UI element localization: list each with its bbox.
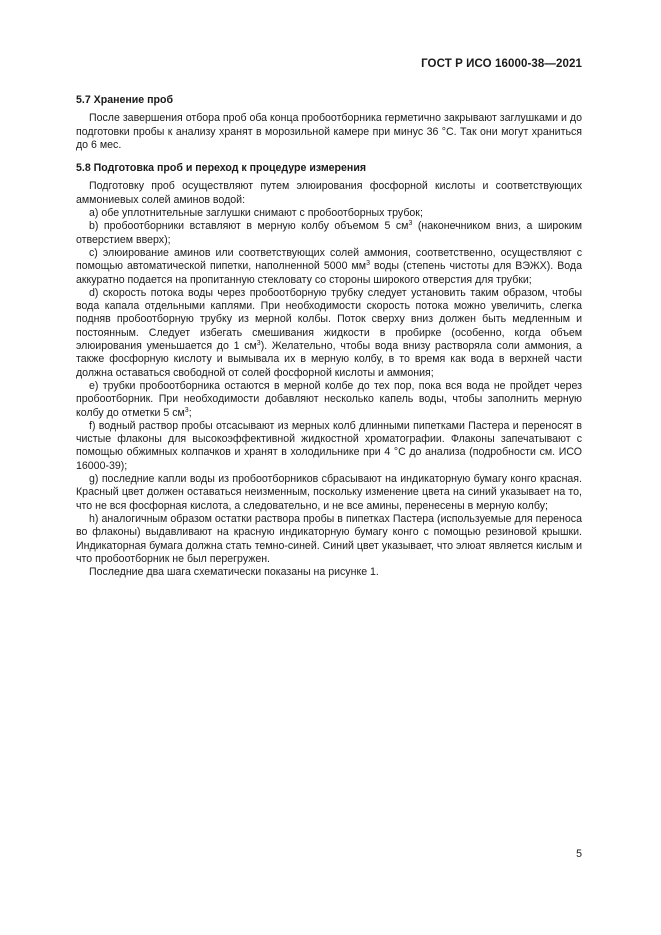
document-body bbox=[76, 94, 582, 579]
list-item-text: с) элюирование аминов или соответствующих солей аммония, соответственно, осуществляют с помощью автоматической пипетки, наполненной 5000 мм bbox=[76, 246, 582, 273]
list-item bbox=[76, 247, 582, 287]
superscript: 3 bbox=[366, 260, 370, 268]
page-number: 5 bbox=[576, 848, 582, 860]
list-item-text: воды (степень чистоты для ВЭЖХ). Вода аккуратно подается на пропитанную стекловату со стороны широкого отверстия для трубки; bbox=[76, 260, 583, 286]
list-item: f) водный раствор пробы отсасывают из мерных колб длинными пипетками Пастера и переносят в чистые флаконы для высокоэффективной жидкостной хроматографии. Флаконы запечатывают с помощью обжимных колпачков и хранят в холодильнике при 4 °C до анализа (подробности см. ИСО 16000-39); bbox=[76, 419, 582, 472]
paragraph: Подготовку проб осуществляют путем элюирования фосфорной кислоты и соответствующих аммониевых солей аминов водой: bbox=[76, 180, 582, 206]
document-id: ГОСТ Р ИСО 16000-38—2021 bbox=[421, 58, 582, 70]
list-item bbox=[76, 380, 582, 420]
section-title: 5.8 Подготовка проб и переход к процедуре измерения bbox=[76, 162, 367, 175]
list-item: а) обе уплотнительные заглушки снимают с пробоотборных трубок; bbox=[89, 207, 423, 220]
superscript: 3 bbox=[256, 340, 261, 348]
superscript: 3 bbox=[184, 406, 189, 414]
list-item-text: ). Желательно, чтобы вода внизу растворяла соли аммония, а также фосфорную кислоту и вымывала их в мерную колбу, в то время как вода в верхней части должна оставаться свободной от солей фосфорной кислоты и аммония; bbox=[76, 340, 582, 379]
section-title: 5.7 Хранение проб bbox=[76, 94, 174, 106]
list-item bbox=[76, 287, 582, 380]
list-item-text: d) скорость потока воды через пробоотборную трубку следует установить таким образом, чтобы вода капала отдельными каплями. При необходимости скорость потока можно увеличить, слегка подняв пробоотборную трубку из мерной колбы. Поток сверху вниз должен быть медленным и постоянным. Следует избегать смешивания жидкости в пробирке (особенно, когда объем элюирования уменьшается до 1 см bbox=[76, 286, 582, 353]
list-item-text: е) трубки пробоотборника остаются в мерной колбе до тех пор, пока вся вода не пройдет через пробоотборник. При необходимости добавляют несколько капель воды, чтобы заполнить мерную колбу до отметки 5 см bbox=[76, 379, 582, 419]
paragraph: Последние два шага схематически показаны на рисунке 1. bbox=[89, 566, 379, 579]
paragraph: После завершения отбора проб оба конца пробоотборника герметично закрывают заглушками и до подготовки пробы к анализу хранят в морозильной камере при минус 36 °C. Так они могут храниться до 6 мес. bbox=[76, 112, 582, 151]
list-item-text: ; bbox=[188, 406, 192, 419]
list-item-text: (наконечником вниз, а широким отверстием вверх); bbox=[76, 220, 582, 246]
superscript: 3 bbox=[408, 220, 413, 228]
list-item: h) аналогичным образом остатки раствора пробы в пипетках Пастера (используемые для переноса во флаконы) выдавливают на красную индикаторную бумагу конго с помощью резиновой крышки. Индикаторная бумага должна стать темно-синей. Синий цвет указывает, что элюат является кислым и что пробоотборник не был перегружен. bbox=[76, 512, 582, 565]
list-item-text: b) пробоотборники вставляют в мерную колбу объемом 5 см bbox=[89, 220, 409, 233]
list-item bbox=[76, 220, 582, 247]
list-item: g) последние капли воды из пробоотборников сбрасывают на индикаторную бумагу конго красная. Красный цвет должен оставаться неизменным, поскольку изменение цвета на синий указывает на то, что не вся фосфорная кислота, а следовательно, и не все амины, перенесены в мерную колбу; bbox=[76, 473, 582, 512]
